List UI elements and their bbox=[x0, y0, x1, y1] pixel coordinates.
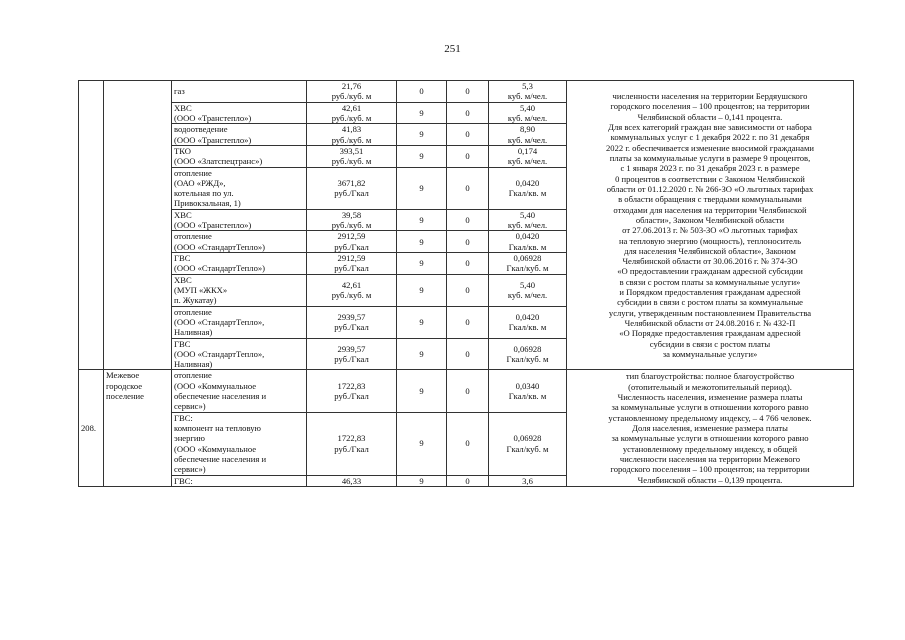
service-cell: отопление (ОАО «РЖД», котельная по ул. Привокзальная, 1) bbox=[172, 167, 307, 209]
service-cell: ХВС (МУП «ЖКХ» п. Жукатау) bbox=[172, 274, 307, 306]
norm-cell: 0,06928 Гкал/куб. м bbox=[489, 338, 567, 370]
change-percent-cell: 0 bbox=[447, 145, 489, 167]
service-cell: ГВС (ООО «СтандартТепло») bbox=[172, 253, 307, 275]
norm-cell: 5,40 куб. м/чел. bbox=[489, 102, 567, 124]
norm-cell: 0,0420 Гкал/кв. м bbox=[489, 167, 567, 209]
tariff-cell: 41,83 руб./куб. м bbox=[307, 124, 397, 146]
service-cell: ГВС: bbox=[172, 475, 307, 486]
service-cell: газ bbox=[172, 81, 307, 103]
tariff-cell: 393,51 руб./куб. м bbox=[307, 145, 397, 167]
change-percent-cell: 0 bbox=[397, 81, 447, 103]
norm-cell: 0,06928 Гкал/куб. м bbox=[489, 412, 567, 475]
change-percent-cell: 9 bbox=[397, 124, 447, 146]
service-cell: ГВС (ООО «СтандартТепло», Наливная) bbox=[172, 338, 307, 370]
norm-cell: 0,0420 Гкал/кв. м bbox=[489, 306, 567, 338]
norm-cell: 5,40 куб. м/чел. bbox=[489, 274, 567, 306]
change-percent-cell: 9 bbox=[397, 338, 447, 370]
tariff-cell: 42,61 руб./куб. м bbox=[307, 274, 397, 306]
tariff-cell: 21,76 руб./куб. м bbox=[307, 81, 397, 103]
tariff-cell: 2912,59 руб./Гкал bbox=[307, 253, 397, 275]
change-percent-cell: 9 bbox=[397, 231, 447, 253]
service-cell: ХВС (ООО «Транстепло») bbox=[172, 102, 307, 124]
tariff-cell: 3671,82 руб./Гкал bbox=[307, 167, 397, 209]
norm-cell: 8,90 куб. м/чел. bbox=[489, 124, 567, 146]
service-cell: отопление (ООО «СтандартТепло», Наливная) bbox=[172, 306, 307, 338]
service-cell: ТКО (ООО «Златспецтранс») bbox=[172, 145, 307, 167]
change-percent-cell: 0 bbox=[447, 370, 489, 412]
change-percent-cell: 9 bbox=[397, 209, 447, 231]
change-percent-cell: 0 bbox=[447, 253, 489, 275]
tariff-cell: 42,61 руб./куб. м bbox=[307, 102, 397, 124]
change-percent-cell: 9 bbox=[397, 145, 447, 167]
change-percent-cell: 9 bbox=[397, 274, 447, 306]
table-row bbox=[79, 81, 854, 103]
tariff-cell: 2912,59 руб./Гкал bbox=[307, 231, 397, 253]
change-percent-cell: 0 bbox=[447, 81, 489, 103]
change-percent-cell: 0 bbox=[447, 274, 489, 306]
tariff-cell: 2939,57 руб./Гкал bbox=[307, 338, 397, 370]
change-percent-cell: 0 bbox=[447, 231, 489, 253]
change-percent-cell: 0 bbox=[447, 475, 489, 486]
norm-cell: 3,6 bbox=[489, 475, 567, 486]
change-percent-cell: 0 bbox=[447, 167, 489, 209]
change-percent-cell: 0 bbox=[447, 338, 489, 370]
norm-cell: 0,0420 Гкал/кв. м bbox=[489, 231, 567, 253]
change-percent-cell: 9 bbox=[397, 167, 447, 209]
tariff-cell: 1722,83 руб./Гкал bbox=[307, 412, 397, 475]
service-cell: отопление (ООО «СтандартТепло») bbox=[172, 231, 307, 253]
change-percent-cell: 0 bbox=[447, 102, 489, 124]
norm-cell: 5,40 куб. м/чел. bbox=[489, 209, 567, 231]
tariff-cell: 39,58 руб./куб. м bbox=[307, 209, 397, 231]
row-number-cell bbox=[79, 81, 104, 370]
change-percent-cell: 0 bbox=[447, 124, 489, 146]
change-percent-cell: 9 bbox=[397, 306, 447, 338]
tariff-cell: 1722,83 руб./Гкал bbox=[307, 370, 397, 412]
note-cell: тип благоустройства: полное благоустройство (отопительный и межотопительный период). Численность населения, изменение размера платы за коммунальные услуги в отношении которого равно установленному предельному индексу, – 4 766 человек. Доля населения, изменение размера платы за коммунальные услуги в отношении которого равно установленному предельному индексу, в общей численности населения на территории Межевого городского поселения – 100 процентов; на территории Челябинской области – 0,139 процента. bbox=[567, 370, 854, 486]
change-percent-cell: 9 bbox=[397, 412, 447, 475]
row-number-cell: 208. bbox=[79, 370, 104, 486]
settlement-cell bbox=[104, 81, 172, 370]
tariff-cell: 46,33 bbox=[307, 475, 397, 486]
service-cell: водоотведение (ООО «Транстепло») bbox=[172, 124, 307, 146]
note-cell: численности населения на территории Бердяушского городского поселения – 100 процентов; на территории Челябинской области – 0,141 процента. Для всех категорий граждан вне зависимости от набора коммунальных услуг с 1 декабря 2022 г. по 31 декабря 2022 г. обеспечивается изменение вносимой гражданами платы за коммунальные услуги в размере 9 процентов, с 1 января 2023 г. по 31 декабря 2023 г. в размере 0 процентов в соответствии с Законом Челябинской области от 01.12.2020 г. № 266-ЗО «О льготных тарифах в области обращения с твердыми коммунальными отходами для населения на территории Челябинской области», Законом Челябинской области от 27.06.2013 г. № 503-ЗО «О льготных тарифах на тепловую энергию (мощность), теплоноситель для населения Челябинской области», Законом Челябинской области от 30.06.2016 г. № 374-ЗО «О предоставлении гражданам адресной субсидии в связи с ростом платы за коммунальные услуги» и Порядком предоставления гражданам адресной субсидии в связи с ростом платы за коммунальные услуги, утвержденным постановлением Правительства Челябинской области от 24.08.2016 г. № 432-П «О Порядке предоставления гражданам адресной субсидии в связи с ростом платы за коммунальные услуги» bbox=[567, 81, 854, 370]
change-percent-cell: 0 bbox=[447, 412, 489, 475]
change-percent-cell: 9 bbox=[397, 102, 447, 124]
norm-cell: 0,0340 Гкал/кв. м bbox=[489, 370, 567, 412]
settlement-cell: Межевое городское поселение bbox=[104, 370, 172, 486]
change-percent-cell: 0 bbox=[447, 306, 489, 338]
norm-cell: 0,06928 Гкал/куб. м bbox=[489, 253, 567, 275]
service-cell: отопление (ООО «Коммунальное обеспечение населения и сервис») bbox=[172, 370, 307, 412]
table-row bbox=[79, 370, 854, 412]
change-percent-cell: 0 bbox=[447, 209, 489, 231]
tariff-cell: 2939,57 руб./Гкал bbox=[307, 306, 397, 338]
change-percent-cell: 9 bbox=[397, 370, 447, 412]
change-percent-cell: 9 bbox=[397, 253, 447, 275]
norm-cell: 0,174 куб. м/чел. bbox=[489, 145, 567, 167]
change-percent-cell: 9 bbox=[397, 475, 447, 486]
norm-cell: 5,3 куб. м/чел. bbox=[489, 81, 567, 103]
tariff-table bbox=[78, 80, 854, 487]
page-number: 251 bbox=[444, 43, 461, 55]
service-cell: ХВС (ООО «Транстепло») bbox=[172, 209, 307, 231]
service-cell: ГВС: компонент на тепловую энергию (ООО «Коммунальное обеспечение населения и сервис») bbox=[172, 412, 307, 475]
